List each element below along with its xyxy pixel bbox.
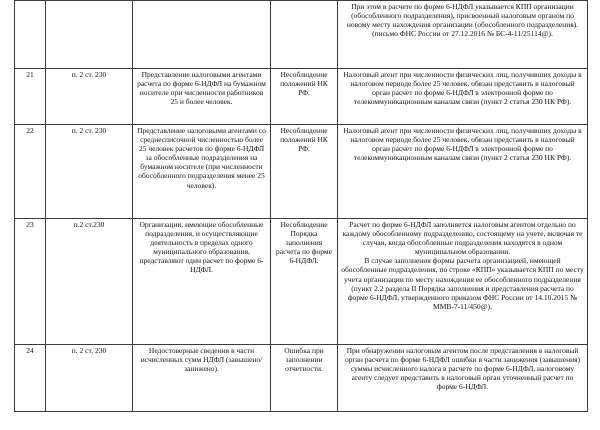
- violation-type: [271, 1, 338, 69]
- explanation: При этом в расчете по форме 6-НДФЛ указывается КПП организации (обособленного подразделения), присвоенный налоговым органом по новому месту нахождения организации (обособленного подразделения). (письмо ФНС России от 27.12.2016 № БС-4-11/25114@).: [338, 1, 588, 69]
- explanation: Налоговый агент при численности физических лиц, получивших доходы в налоговом периоде более 25 человек, обязан представить в налоговый орган расчет по форме 6-НДФЛ в электронной форме по телекоммуникационным каналам связи (пункт 2 статья 230 НК РФ).: [338, 69, 588, 125]
- explanation: Расчет по форме 6-НДФЛ заполняется налоговым агентом отдельно по каждому обособленному подразделению, состоящему на учете, включая те случаи, когда обособленные подразделения находятся в одном муниципальном образовании.: [342, 220, 583, 257]
- explanation: Налоговый агент при численности физических лиц, получивших доходы в налоговом периоде более 25 человек, обязан представить в налоговый орган расчет по форме 6-НДФЛ в электронной форме по телекоммуникационным каналам связи (пункт 2 статья 230 НК РФ).: [338, 125, 588, 219]
- violation-type: Несоблюдение Порядка заполнения расчета по форме 6-НДФЛ.: [271, 219, 338, 345]
- violation-type: Ошибка при заполнении отчетности.: [271, 345, 338, 412]
- violation-description: Представление налоговыми агентами расчета по форме 6-НДФЛ на бумажном носителе при численности работников 25 и более человек.: [133, 69, 271, 125]
- article-reference: п. 2 ст. 230: [46, 125, 133, 219]
- table-row: [15, 219, 588, 345]
- violation-description: Организации, имеющие обособленные подразделения, и осуществляющие деятельность в пределах одного муниципального образования, представляют один расчет по форме 6-НДФЛ.: [133, 219, 271, 345]
- table-row: [15, 125, 588, 219]
- row-number: 22: [15, 125, 46, 219]
- article-reference: п. 2 ст. 230: [46, 69, 133, 125]
- table-row: [15, 1, 588, 69]
- row-number: 23: [15, 219, 46, 345]
- article-reference: [46, 1, 133, 69]
- row-number: 24: [15, 345, 46, 412]
- explanation-continued: В случае заполнения формы расчета организацией, имеющей обособленные подразделения, по строке «КПП» указывается КПП по месту учета организации по месту нахождения ее обособленного подразделения (пункт 2.2 раздела II Порядка заполнения и представления расчета по форме 6-НДФЛ, утвержденного приказом ФНС России от 14.10.2015 № ММВ-7-11/450@).: [341, 256, 584, 311]
- violation-type: Несоблюдение положений НК РФ.: [271, 69, 338, 125]
- violation-description: [133, 1, 271, 69]
- violation-description: Недостоверные сведения в части исчисленных сумм НДФЛ (завышено/занижено).: [133, 345, 271, 412]
- table-row: [15, 345, 588, 412]
- explanation: При обнаружении налоговым агентом после представления в налоговый орган расчета по форме 6-НДФЛ ошибки в части занижения (завышения) суммы исчисленного налога в расчете по форме 6-НДФЛ, налоговому агенту следует представить в налоговый орган уточненный расчет по форме 6-НДФЛ.: [338, 345, 588, 412]
- article-reference: п. 2 ст. 230: [46, 345, 133, 412]
- article-reference: п.2 ст.230: [46, 219, 133, 345]
- violation-description: Представление налоговыми агентами со среднесписочной численностью более 25 человек расчетов по форме 6-НДФЛ за обособленные подразделения на бумажном носителе (при численности обособленного подразделения менее 25 человек).: [133, 125, 271, 219]
- table-row: [15, 69, 588, 125]
- violations-table: [14, 0, 588, 412]
- explanation-cell: [338, 219, 588, 345]
- violation-type: Несоблюдение положений НК РФ.: [271, 125, 338, 219]
- row-number: 21: [15, 69, 46, 125]
- row-number: [15, 1, 46, 69]
